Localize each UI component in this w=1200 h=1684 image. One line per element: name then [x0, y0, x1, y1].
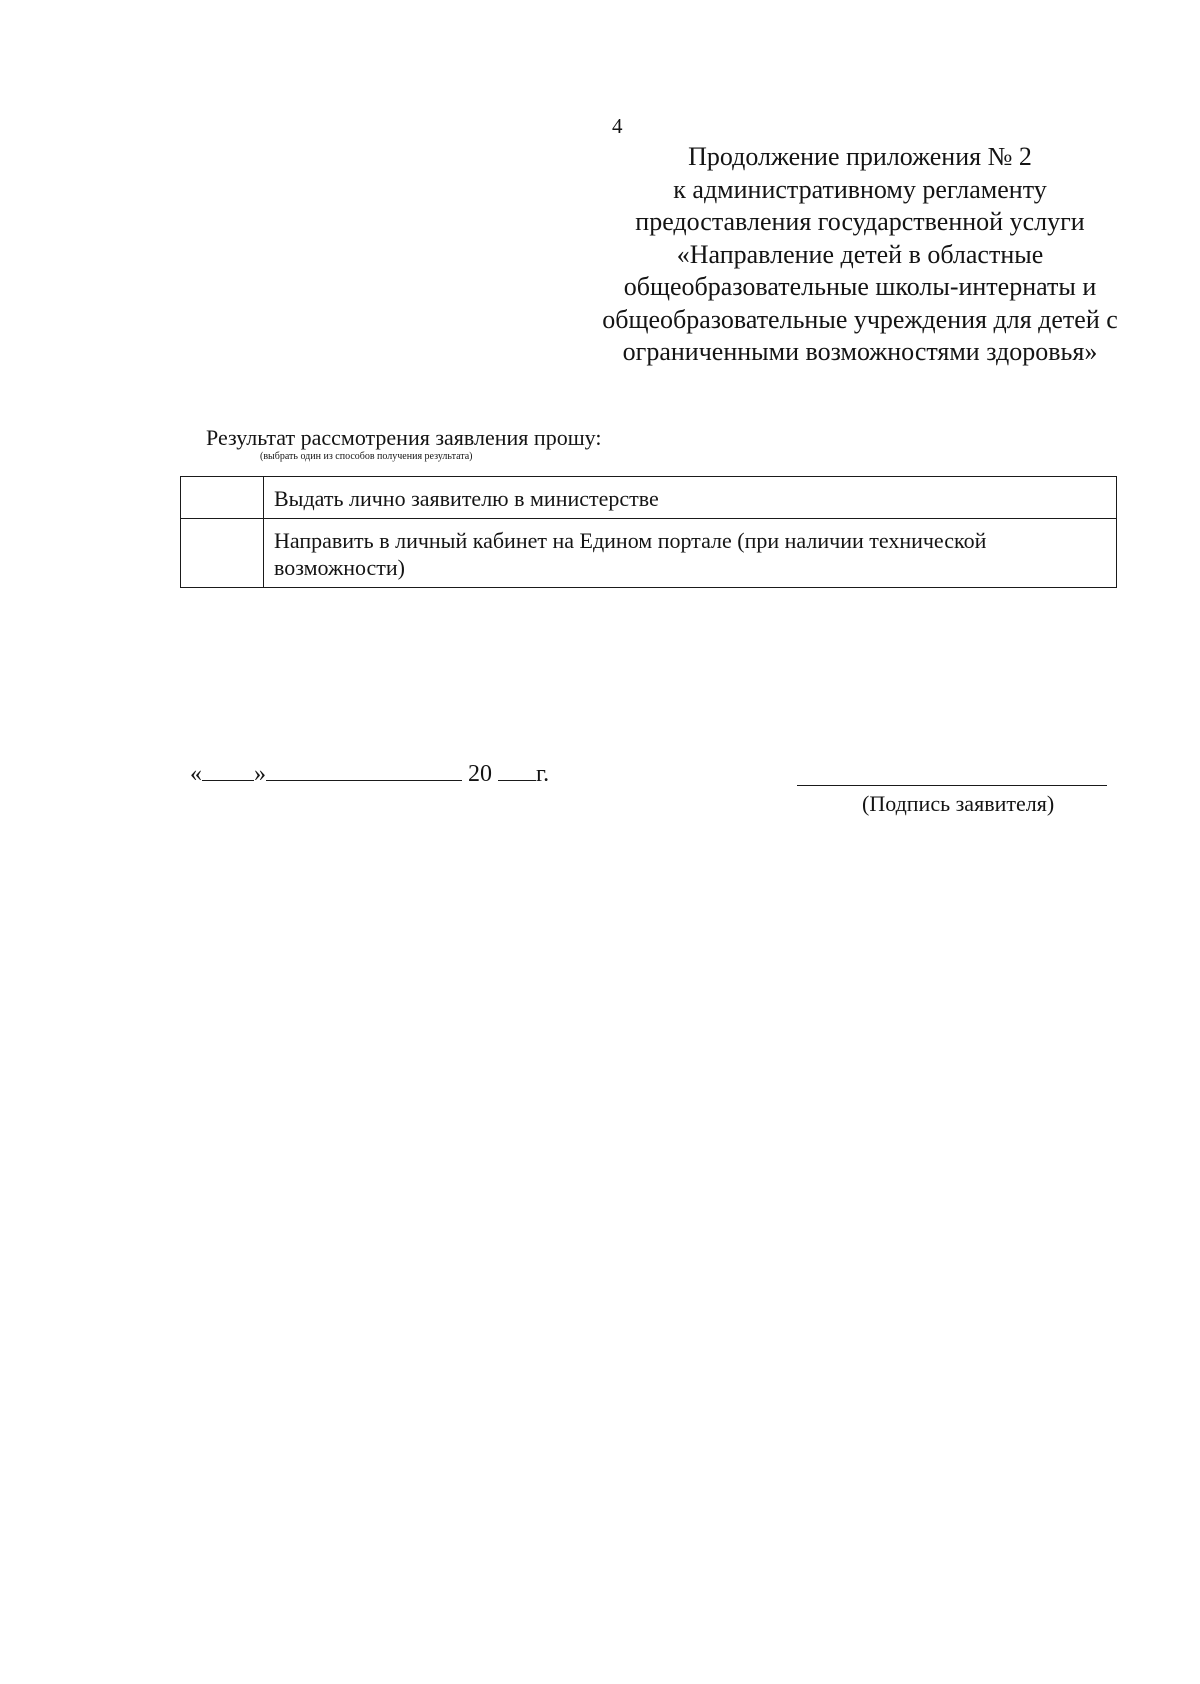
- year-suffix: г.: [536, 761, 550, 787]
- appendix-header: [560, 141, 1160, 369]
- result-heading: Результат рассмотрения заявления прошу:: [206, 425, 602, 450]
- appendix-header-line: к административному регламенту: [673, 174, 1047, 204]
- option-label: Направить в личный кабинет на Едином портале (при наличии технической возможности): [264, 519, 1117, 588]
- appendix-header-line: общеобразовательные учреждения для детей с: [602, 304, 1118, 334]
- date-close-quote: »: [254, 761, 266, 787]
- date-open-quote: «: [190, 761, 202, 787]
- result-hint: (выбрать один из способов получения результата): [260, 451, 473, 462]
- page-number: 4: [612, 114, 623, 138]
- appendix-header-line: Продолжение приложения № 2: [688, 142, 1032, 171]
- date-field: [190, 758, 549, 788]
- year-blank[interactable]: [498, 758, 536, 781]
- appendix-header-line: «Направление детей в областные: [676, 239, 1044, 269]
- month-blank[interactable]: [266, 758, 462, 781]
- option-label: Выдать лично заявителю в министерстве: [264, 477, 1117, 519]
- result-option-row: [181, 519, 1117, 588]
- day-blank[interactable]: [202, 758, 254, 781]
- appendix-header-line: ограниченными возможностями здоровья»: [622, 337, 1098, 366]
- appendix-header-line: общеобразовательные школы-интернаты и: [623, 272, 1097, 301]
- result-options-table: [180, 476, 1117, 588]
- year-prefix: 20: [468, 761, 492, 787]
- option-checkbox[interactable]: [181, 519, 264, 588]
- signature-blank[interactable]: [797, 785, 1107, 786]
- option-checkbox[interactable]: [181, 477, 264, 519]
- signature-caption: (Подпись заявителя): [862, 791, 1055, 816]
- result-option-row: [181, 477, 1117, 519]
- appendix-header-line: предоставления государственной услуги: [635, 207, 1085, 236]
